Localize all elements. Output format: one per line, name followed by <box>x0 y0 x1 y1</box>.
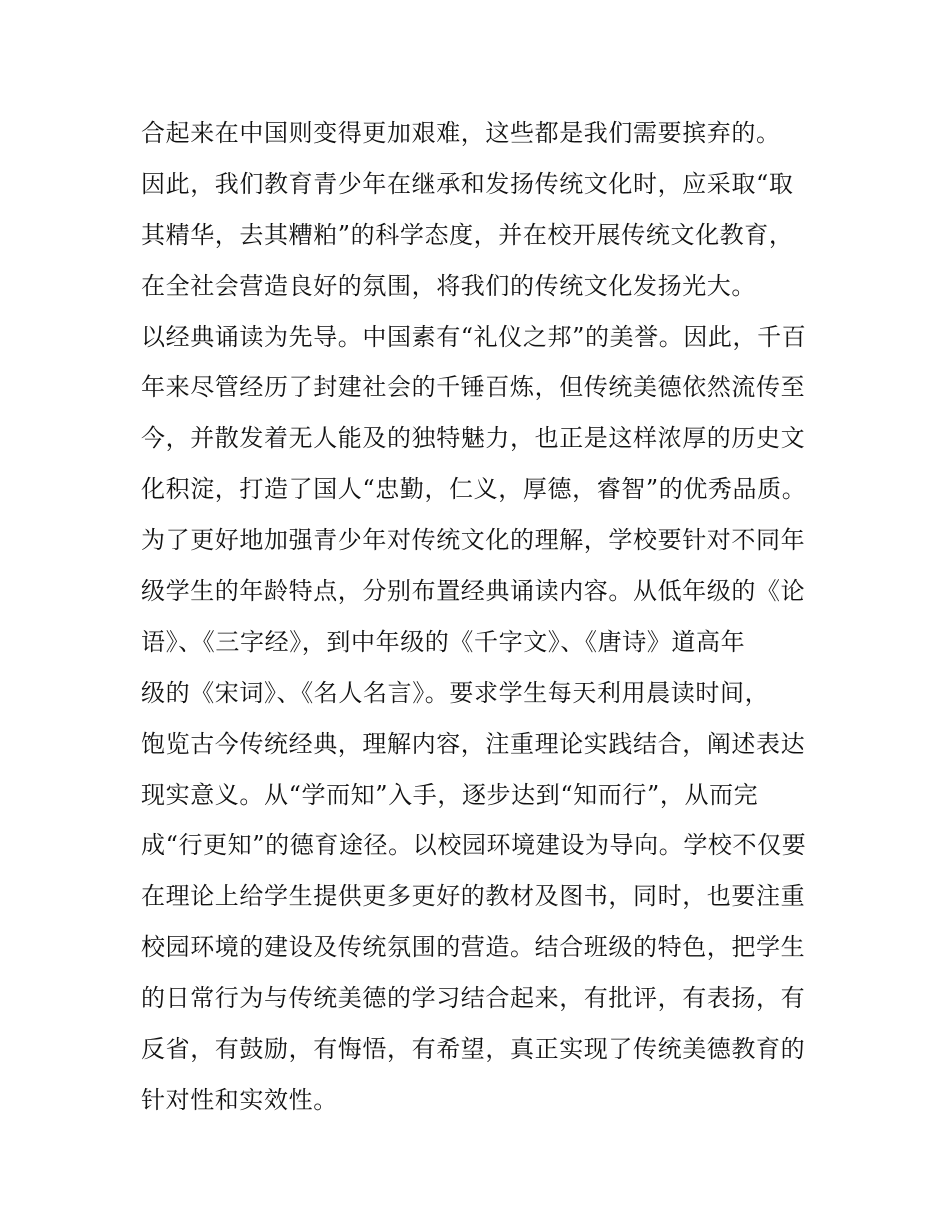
text-line: 在全社会营造良好的氛围，将我们的传统文化发扬光大。 <box>141 271 756 300</box>
text-line: 反省，有鼓励，有悔悟，有希望，真正实现了传统美德教育的 <box>141 1035 806 1064</box>
text-line: 校园环境的建设及传统氛围的营造。结合班级的特色，把学生 <box>141 933 806 962</box>
text-line: 化积淀，打造了国人“忠勤，仁义，厚德，睿智”的优秀品质。 <box>141 475 807 504</box>
text-line: 今，并散发着无人能及的独特魅力，也正是这样浓厚的历史文 <box>141 424 806 453</box>
text-line: 的日常行为与传统美德的学习结合起来，有批评，有表扬，有 <box>141 984 806 1013</box>
text-line: 为了更好地加强青少年对传统文化的理解，学校要针对不同年 <box>141 526 806 555</box>
document-body-text <box>141 108 821 1126</box>
text-line: 其精华，去其糟粕”的科学态度，并在校开展传统文化教育， <box>141 220 794 249</box>
text-line: 级的《宋词》、《名人名言》。要求学生每天利用晨读时间， <box>141 678 770 707</box>
text-line: 因此，我们教育青少年在继承和发扬传统文化时，应采取“取 <box>141 169 794 198</box>
text-line: 合起来在中国则变得更加艰难，这些都是我们需要摈弃的。 <box>141 119 781 147</box>
text-line: 以经典诵读为先导。中国素有“礼仪之邦”的美誉。因此，千百 <box>141 322 807 351</box>
text-line: 现实意义。从“学而知”入手，逐步达到“知而行”，从而完 <box>141 780 759 809</box>
text-line: 成“行更知”的德育途径。以校园环境建设为导向。学校不仅要 <box>141 831 807 860</box>
text-line: 在理论上给学生提供更多更好的教材及图书，同时，也要注重 <box>141 882 806 911</box>
text-line: 饱览古今传统经典，理解内容，注重理论实践结合，阐述表达 <box>141 729 806 758</box>
text-line: 语》、《三字经》，到中年级的《千字文》、《唐诗》道高年 <box>141 627 746 656</box>
text-line: 年来尽管经历了封建社会的千锤百炼，但传统美德依然流传至 <box>141 373 806 402</box>
text-line: 级学生的年龄特点，分别布置经典诵读内容。从低年级的《论 <box>141 577 806 606</box>
text-line: 针对性和实效性。 <box>141 1085 338 1114</box>
